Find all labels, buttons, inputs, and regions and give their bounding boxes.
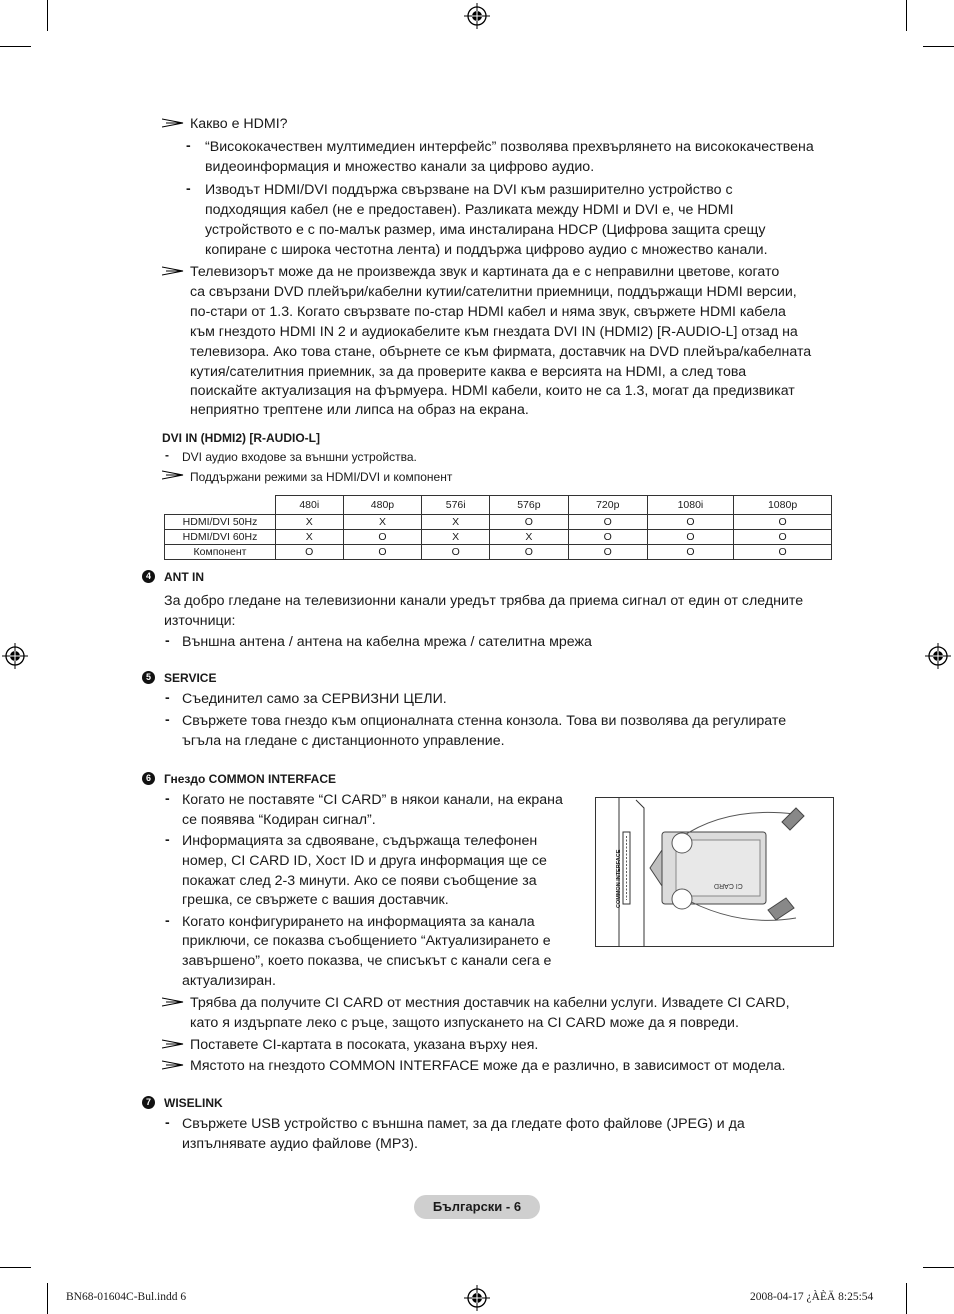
ci-item-line: Информацията за сдвояване, съдържаща телефонен bbox=[182, 833, 538, 849]
table-cell: O bbox=[568, 515, 647, 530]
note-arrow-icon bbox=[162, 1060, 184, 1070]
table-row bbox=[165, 515, 832, 530]
ant-body-line: За добро гледане на телевизионни канали уредът трябва да приема сигнал от един от следните bbox=[164, 593, 804, 609]
ci-card-illustration bbox=[596, 798, 833, 946]
dvi-heading: DVI IN (HDMI2) [R-AUDIO-L] bbox=[162, 431, 320, 445]
table-header-cell: 480i bbox=[276, 496, 344, 515]
ci-item-line: се появява “Кодиран сигнал”. bbox=[182, 812, 376, 828]
table-cell: O bbox=[734, 530, 832, 545]
table-header-cell: 576p bbox=[489, 496, 568, 515]
table-header-cell: 1080i bbox=[647, 496, 733, 515]
ci-note-line: като я издърпате леко с ръце, защото изпускането на CI CARD може да я повреди. bbox=[190, 1015, 739, 1031]
ci-note-line: Поставете CI-картата в посоката, указана върху нея. bbox=[190, 1037, 539, 1053]
hdmi-item-line: копиране с широка честотна лента) и поддържа цифрово аудио с множество канали. bbox=[205, 242, 768, 258]
hdmi-question: Какво е HDMI? bbox=[190, 116, 288, 132]
registration-mark-icon bbox=[464, 1285, 490, 1311]
service-item-line: ъгъла на гледане с дистанционното управление. bbox=[182, 733, 505, 749]
service-item-line: Свържете това гнездо към опционалната стенна конзола. Това ви позволява да регулирате bbox=[182, 713, 787, 729]
print-slug-right: 2008-04-17 ¿ÀÈÄ 8:25:54 bbox=[750, 1291, 874, 1303]
ci-item-line: грешка, се свържете с вашия доставчик. bbox=[182, 892, 449, 908]
table-row bbox=[165, 545, 832, 560]
dvi-note: Поддържани режими за HDMI/DVI и компонент bbox=[190, 470, 453, 484]
crop-mark bbox=[906, 1283, 907, 1314]
table-header-cell: 480p bbox=[343, 496, 422, 515]
crop-mark bbox=[923, 46, 954, 47]
registration-mark-icon bbox=[2, 643, 28, 669]
table-header-row bbox=[165, 496, 832, 515]
list-dash: - bbox=[165, 632, 170, 648]
list-dash: - bbox=[186, 137, 191, 153]
section-number-badge: 6 bbox=[142, 772, 155, 785]
hdmi-note-line: към гнездото HDMI IN 2 и аудиокабелите към гнездата DVI IN (HDMI2) [R-AUDIO-L] отзад на bbox=[190, 324, 798, 340]
table-cell: X bbox=[422, 530, 490, 545]
wiselink-item-line: изпълнявате аудио файлове (MP3). bbox=[182, 1136, 418, 1152]
hdmi-item-line: “Висококачествен мултимедиен интерфейс” позволява прехвърлянето на висококачествена bbox=[205, 139, 814, 155]
list-dash: - bbox=[186, 180, 191, 196]
print-slug-left: BN68-01604C-Bul.indd 6 bbox=[66, 1291, 187, 1303]
table-cell: X bbox=[343, 515, 422, 530]
section-number-badge: 4 bbox=[142, 570, 155, 583]
table-cell: X bbox=[489, 530, 568, 545]
ci-item-line: Когато конфигурирането на информацията за канала bbox=[182, 914, 535, 930]
ci-item-line: приключи, се показва съобщението “Актуализирането е bbox=[182, 933, 551, 949]
table-cell: O bbox=[489, 515, 568, 530]
list-dash: - bbox=[165, 448, 169, 462]
list-dash: - bbox=[165, 689, 170, 705]
table-cell: O bbox=[734, 545, 832, 560]
table-cell: O bbox=[647, 530, 733, 545]
crop-mark bbox=[906, 0, 907, 31]
dvi-item: DVI аудио входове за външни устройства. bbox=[182, 450, 417, 464]
hdmi-note-line: по-стари от 1.3. Когато свързвате по-стар HDMI кабел и няма звук, свържете HDMI кабела bbox=[190, 304, 786, 320]
ant-body-line: източници: bbox=[164, 613, 236, 629]
table-cell: O bbox=[489, 545, 568, 560]
registration-mark-icon bbox=[464, 3, 490, 29]
table-cell: O bbox=[647, 545, 733, 560]
hdmi-item-line: видеоинформация и множество канали за цифрово аудио. bbox=[205, 159, 595, 175]
crop-mark bbox=[47, 1283, 48, 1314]
hdmi-item-line: Изводът HDMI/DVI поддържа свързване на DVI към разширително устройство с bbox=[205, 182, 733, 198]
hdmi-note-line: кутия/сателитния приемник, за да проверите каква е версията на HDMI, а след това bbox=[190, 364, 747, 380]
table-header-cell: 1080p bbox=[734, 496, 832, 515]
card-label: CI CARD bbox=[714, 882, 743, 889]
ci-item-line: актуализиран. bbox=[182, 973, 276, 989]
table-cell: O bbox=[568, 530, 647, 545]
modes-table bbox=[164, 495, 832, 560]
ci-item-line: покажат след 2-3 минути. Ако се появи съобщение за bbox=[182, 873, 537, 889]
table-cell: O bbox=[343, 545, 422, 560]
table-cell: O bbox=[422, 545, 490, 560]
hdmi-note-line: поискайте актуализация на фърмуера. HDMI кабели, които не са 1.3, могат да предизвикат bbox=[190, 383, 795, 399]
crop-mark bbox=[0, 46, 31, 47]
section-number-badge: 5 bbox=[142, 671, 155, 684]
list-dash: - bbox=[165, 831, 170, 847]
service-heading: SERVICE bbox=[164, 671, 217, 685]
wiselink-item-line: Свържете USB устройство с външна памет, за да гледате фото файлове (JPEG) и да bbox=[182, 1116, 745, 1132]
hdmi-note-line: телевизора. Ако това стане, обърнете се към фирмата, доставчик на DVD плейъра/кабелната bbox=[190, 344, 812, 360]
list-dash: - bbox=[165, 912, 170, 928]
table-cell: HDMI/DVI 60Hz bbox=[165, 530, 276, 545]
table-cell: O bbox=[647, 515, 733, 530]
ci-note-line: Мястото на гнездото COMMON INTERFACE може да е различно, в зависимост от модела. bbox=[190, 1058, 786, 1074]
table-cell: O bbox=[568, 545, 647, 560]
list-dash: - bbox=[165, 790, 170, 806]
note-arrow-icon bbox=[162, 997, 184, 1007]
wiselink-heading: WISELINK bbox=[164, 1096, 223, 1110]
slot-label: COMMON INTERFACE bbox=[616, 849, 622, 908]
ci-card-figure bbox=[595, 797, 834, 947]
table-cell: Компонент bbox=[165, 545, 276, 560]
note-arrow-icon bbox=[162, 1039, 184, 1049]
ant-item: Външна антена / антена на кабелна мрежа / сателитна мрежа bbox=[182, 634, 592, 650]
table-header-cell: 720p bbox=[568, 496, 647, 515]
table-header-cell bbox=[165, 496, 276, 515]
hdmi-note-line: са свързани DVD плейъри/кабелни кутии/сателитни приемници, поддържащи HDMI версии, bbox=[190, 284, 797, 300]
table-row bbox=[165, 530, 832, 545]
hdmi-item-line: подходящия кабел (не е предоставен). Разликата между HDMI и DVI е, че HDMI bbox=[205, 202, 734, 218]
ci-item-line: завършено”, което показва, че списъкът с канали сега е bbox=[182, 953, 552, 969]
table-cell: X bbox=[276, 515, 344, 530]
ci-item-line: Когато не поставяте “CI CARD” в някои канали, на екрана bbox=[182, 792, 563, 808]
table-cell: HDMI/DVI 50Hz bbox=[165, 515, 276, 530]
ant-heading: ANT IN bbox=[164, 570, 204, 584]
ci-item-line: номер, CI CARD ID, Хост ID и друга информация ще се bbox=[182, 853, 547, 869]
table-header-cell: 576i bbox=[422, 496, 490, 515]
crop-mark bbox=[0, 1267, 31, 1268]
service-item-line: Съединител само за СЕРВИЗНИ ЦЕЛИ. bbox=[182, 691, 447, 707]
table-cell: X bbox=[422, 515, 490, 530]
ci-note-line: Трябва да получите CI CARD от местния доставчик на кабелни услуги. Извадете CI CARD, bbox=[190, 995, 790, 1011]
registration-mark-icon bbox=[925, 643, 951, 669]
list-dash: - bbox=[165, 711, 170, 727]
section-number-badge: 7 bbox=[142, 1096, 155, 1109]
table-cell: O bbox=[276, 545, 344, 560]
hdmi-note-line: Телевизорът може да не произвежда звук и картината да е с неправилни цветове, когато bbox=[190, 264, 780, 280]
note-arrow-icon bbox=[162, 470, 184, 480]
table-cell: O bbox=[734, 515, 832, 530]
note-arrow-icon bbox=[162, 118, 184, 128]
list-dash: - bbox=[165, 1114, 170, 1130]
crop-mark bbox=[923, 1267, 954, 1268]
hdmi-item-line: устройството е с по-малък размер, има инсталирана HDCP (Цифрова защита срещу bbox=[205, 222, 766, 238]
crop-mark bbox=[47, 0, 48, 31]
note-arrow-icon bbox=[162, 266, 184, 276]
table-cell: O bbox=[343, 530, 422, 545]
page-number-badge: Български - 6 bbox=[414, 1195, 540, 1219]
hdmi-note-line: неприятно трептене или липса на образ на екрана. bbox=[190, 402, 529, 418]
ci-heading: Гнездо COMMON INTERFACE bbox=[164, 772, 337, 786]
table-cell: X bbox=[276, 530, 344, 545]
